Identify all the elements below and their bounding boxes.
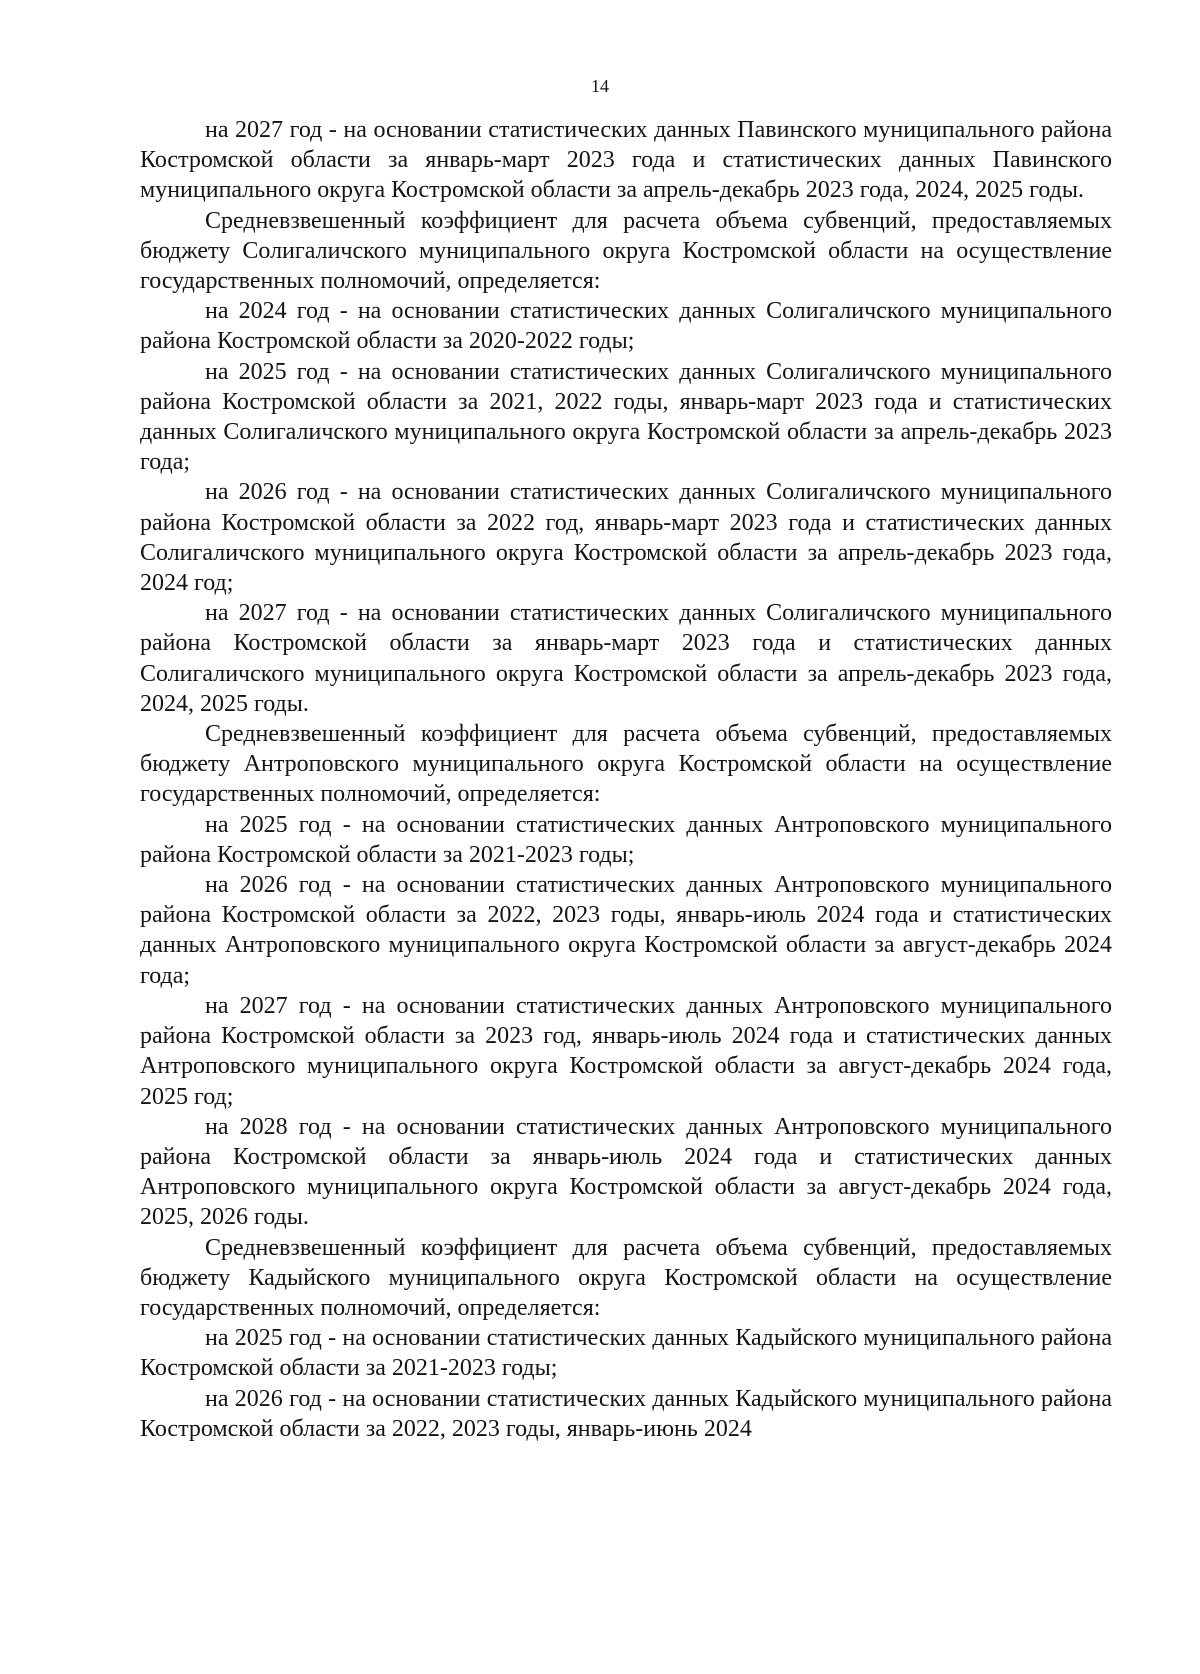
page-number: 14 xyxy=(591,76,609,96)
paragraph-soligalich-intro: Средневзвешенный коэффициент для расчета объема субвенций, предоставляемых бюджету Солигаличского муниципального округа Костромской области на осуществление государственных полномочий, определяется: xyxy=(140,207,1112,295)
paragraph-soligalich-2024: на 2024 год - на основании статистических данных Солигаличского муниципального района Костромской области за 2020-2022 годы; xyxy=(140,298,1112,355)
paragraph-antropovo-intro: Средневзвешенный коэффициент для расчета объема субвенций, предоставляемых бюджету Антроповского муниципального округа Костромской области на осуществление государственных полномочий, определяется: xyxy=(140,721,1112,808)
paragraph-antropovo-2025: на 2025 год - на основании статистических данных Антроповского муниципального района Костромской области за 2021-2023 годы; xyxy=(140,811,1112,868)
paragraph-kadyy-2025: на 2025 год - на основании статистических данных Кадыйского муниципального района Костромской области за 2021-2023 годы; xyxy=(140,1325,1112,1382)
paragraph-kadyy-2026: на 2026 год - на основании статистических данных Кадыйского муниципального района Костромской области за 2022, 2023 годы, январь-июнь 2024 xyxy=(140,1385,1112,1442)
paragraph-soligalich-2025: на 2025 год - на основании статистических данных Солигаличского муниципального района Костромской области за 2021, 2022 годы, январь-март 2023 года и статистических данных Солигаличского муниципального округа Костромской области за апрель-декабрь 2023 года; xyxy=(140,358,1112,476)
paragraph-kadyy-intro: Средневзвешенный коэффициент для расчета объема субвенций, предоставляемых бюджету Кадыйского муниципального округа Костромской области на осуществление государственных полномочий, определяется: xyxy=(140,1234,1112,1321)
paragraph-antropovo-2026: на 2026 год - на основании статистических данных Антроповского муниципального района Костромской области за 2022, 2023 годы, январь-июль 2024 года и статистических данных Антроповского муниципального округа Костромской области за август-декабрь 2024 года; xyxy=(140,872,1112,989)
paragraph-soligalich-2027: на 2027 год - на основании статистических данных Солигаличского муниципального района Костромской области за январь-март 2023 года и статистических данных Солигаличского муниципального округа Костромской области за апрель-декабрь 2023 года, 2024, 2025 годы. xyxy=(140,600,1112,717)
paragraph-pavino-2027: на 2027 год - на основании статистических данных Павинского муниципального района Костромской области за январь-март 2023 года и статистических данных Павинского муниципального округа Костромской области за апрель-декабрь 2023 года, 2024, 2025 годы. xyxy=(140,117,1112,204)
document-body xyxy=(140,115,1112,1444)
paragraph-antropovo-2028: на 2028 год - на основании статистических данных Антроповского муниципального района Костромской области за январь-июль 2024 года и статистических данных Антроповского муниципального округа Костромской области за август-декабрь 2024 года, 2025, 2026 годы. xyxy=(140,1113,1112,1231)
paragraph-antropovo-2027: на 2027 год - на основании статистических данных Антроповского муниципального района Костромской области за 2023 год, январь-июль 2024 года и статистических данных Антроповского муниципального округа Костромской области за август-декабрь 2024 года, 2025 год; xyxy=(140,992,1112,1110)
paragraph-soligalich-2026: на 2026 год - на основании статистических данных Солигаличского муниципального района Костромской области за 2022 год, январь-март 2023 года и статистических данных Солигаличского муниципального округа Костромской области за апрель-декабрь 2023 года, 2024 год; xyxy=(140,479,1112,597)
